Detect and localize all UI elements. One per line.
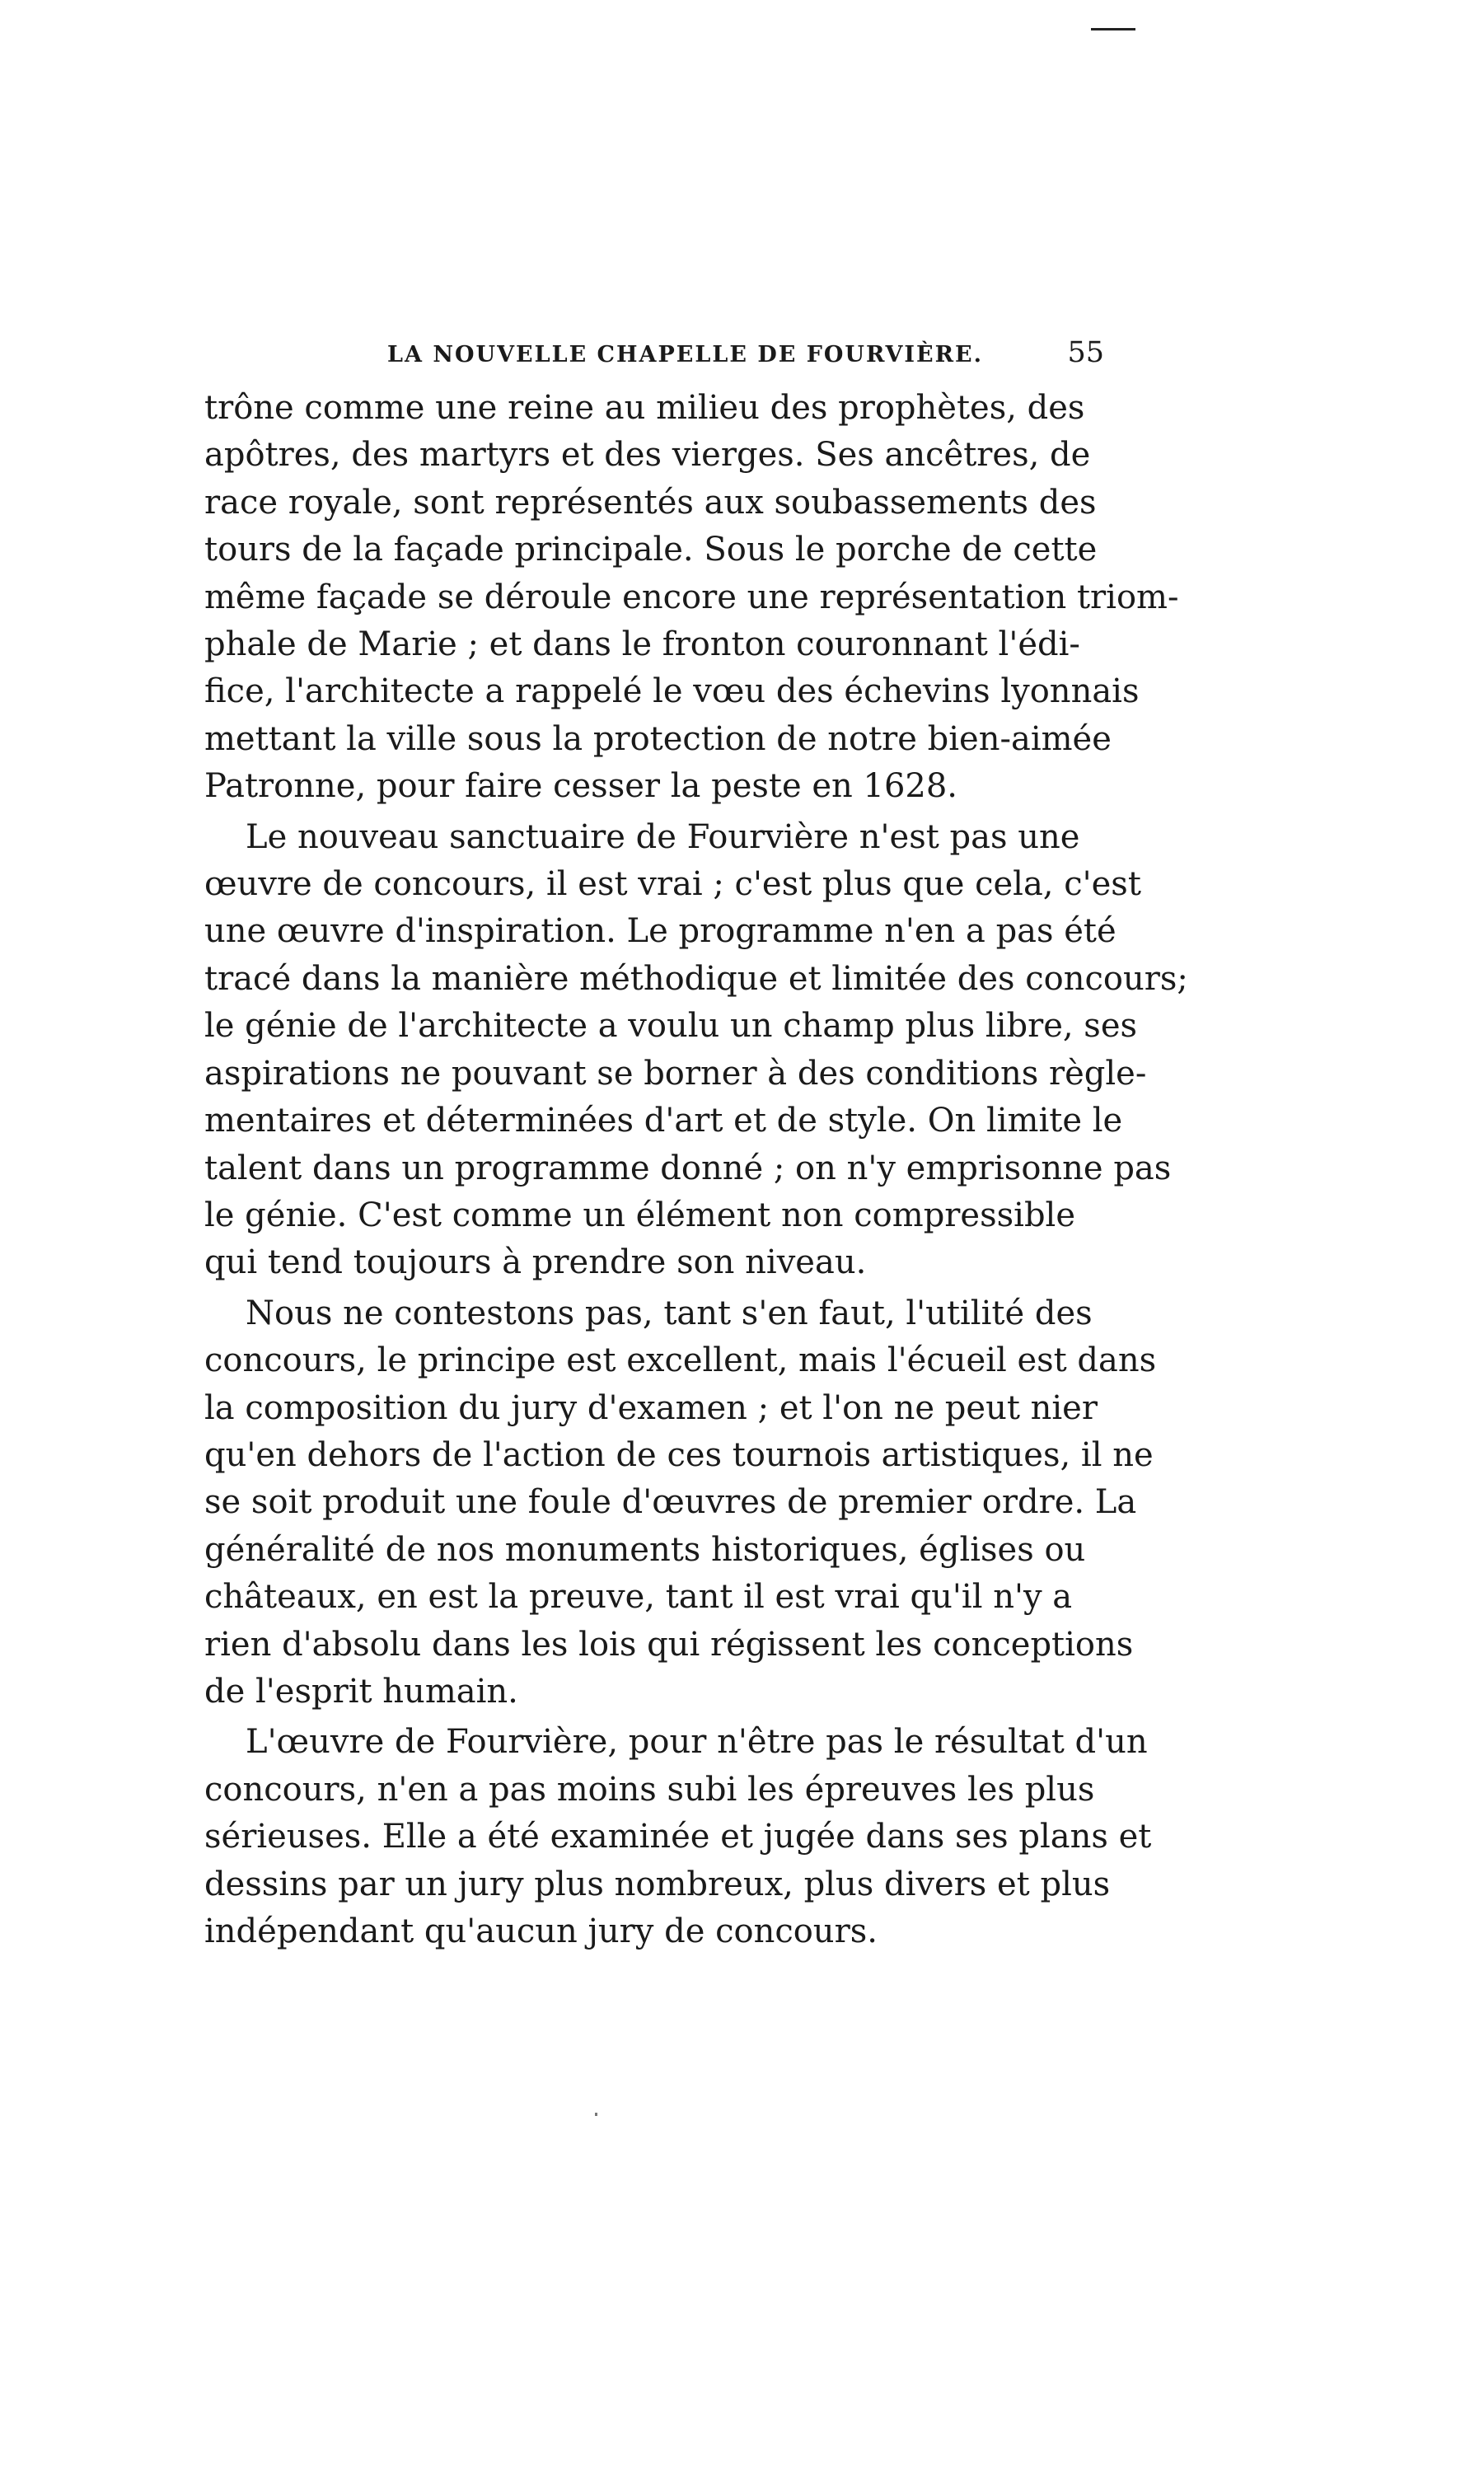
text-line: trône comme une reine au milieu des prophètes, des: [204, 389, 1085, 427]
text-line: le génie. C'est comme un élément non compressible: [204, 1196, 1076, 1234]
text-line: rien d'absolu dans les lois qui régissent les conceptions: [204, 1625, 1134, 1664]
text-line: œuvre de concours, il est vrai ; c'est plus que cela, c'est: [204, 865, 1141, 904]
text-line: mentaires et déterminées d'art et de style. On limite le: [204, 1102, 1123, 1140]
text-line: tracé dans la manière méthodique et limitée des concours;: [204, 959, 1188, 998]
page-number: 55: [1067, 336, 1104, 369]
text-line: concours, le principe est excellent, mais l'écueil est dans: [204, 1341, 1157, 1380]
text-line: tours de la façade principale. Sous le porche de cette: [204, 531, 1098, 569]
text-line: indépendant qu'aucun jury de concours.: [204, 1912, 878, 1950]
text-line: aspirations ne pouvant se borner à des conditions règle-: [204, 1054, 1147, 1093]
text-line: talent dans un programme donné ; on n'y emprisonne pas: [204, 1149, 1172, 1187]
paragraph-4: [204, 1719, 1152, 1955]
text-line: le génie de l'architecte a voulu un champ plus libre, ses: [204, 1007, 1138, 1046]
text-line: généralité de nos monuments historiques, églises ou: [204, 1530, 1086, 1569]
top-edge-mark: [1091, 28, 1135, 30]
text-line: concours, n'en a pas moins subi les épreuves les plus: [204, 1770, 1095, 1809]
paragraph-1: [204, 385, 1179, 811]
text-line: Patronne, pour faire cesser la peste en 1628.: [204, 767, 958, 806]
running-title: LA NOUVELLE CHAPELLE DE FOURVIÈRE.: [387, 342, 984, 367]
text-line: se soit produit une foule d'œuvres de premier ordre. La: [204, 1483, 1137, 1522]
text-line: phale de Marie ; et dans le fronton couronnant l'édi-: [204, 625, 1080, 664]
text-line: L'œuvre de Fourvière, pour n'être pas le résultat d'un: [246, 1723, 1148, 1762]
text-line: même façade se déroule encore une représentation triom-: [204, 578, 1179, 616]
body-text: [204, 385, 1188, 1955]
text-line: châteaux, en est la preuve, tant il est vrai qu'il n'y a: [204, 1578, 1073, 1617]
paragraph-2: [204, 814, 1188, 1287]
text-line: fice, l'architecte a rappelé le vœu des échevins lyonnais: [204, 672, 1140, 711]
text-line: qu'en dehors de l'action de ces tournois artistiques, il ne: [204, 1435, 1154, 1474]
text-line: qui tend toujours à prendre son niveau.: [204, 1243, 867, 1282]
text-line: mettant la ville sous la protection de notre bien-aimée: [204, 719, 1112, 758]
text-line: la composition du jury d'examen ; et l'on ne peut nier: [204, 1388, 1098, 1427]
text-line: sérieuses. Elle a été examinée et jugée dans ses plans et: [204, 1818, 1152, 1856]
paragraph-3: [204, 1290, 1157, 1716]
text-line: race royale, sont représentés aux soubassements des: [204, 483, 1097, 522]
text-line: apôtres, des martyrs et des vierges. Ses ancêtres, de: [204, 436, 1091, 475]
text-line: dessins par un jury plus nombreux, plus divers et plus: [204, 1865, 1111, 1903]
text-line: Le nouveau sanctuaire de Fourvière n'est pas une: [246, 817, 1080, 856]
ink-speck: [595, 2113, 597, 2116]
text-line: de l'esprit humain.: [204, 1672, 518, 1711]
text-line: une œuvre d'inspiration. Le programme n'en a pas été: [204, 912, 1117, 951]
page-header: [387, 334, 1104, 375]
text-line: Nous ne contestons pas, tant s'en faut, l'utilité des: [246, 1294, 1093, 1332]
